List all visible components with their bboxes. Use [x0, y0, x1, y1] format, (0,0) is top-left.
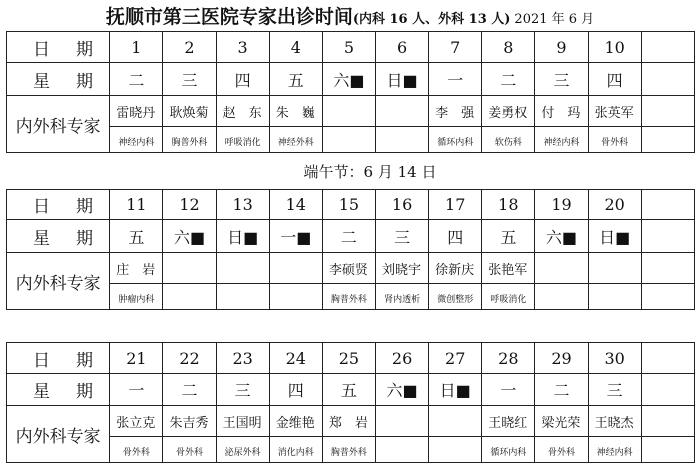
weekday: 六■: [535, 220, 588, 253]
day-number: 10: [588, 32, 641, 63]
empty-cell: [641, 96, 694, 127]
day-number: 8: [482, 32, 535, 63]
empty-cell: [641, 374, 694, 406]
weekday: 三: [535, 63, 588, 96]
doctor-name: 梁光荣: [541, 415, 581, 431]
doctor-name: 耿焕菊: [169, 105, 209, 121]
day-number: 22: [163, 343, 216, 374]
weekday: 二: [322, 220, 375, 253]
holiday-note: 端午节：6 月 14 日: [303, 163, 437, 181]
department: 泌尿外科: [224, 448, 261, 458]
day-number: 15: [322, 190, 375, 220]
weekday: 一: [429, 63, 482, 96]
week-table-3: [6, 342, 695, 463]
department: 微创整形: [437, 295, 474, 305]
doctor-name: 姜勇权: [488, 105, 528, 121]
department: 软伤科: [494, 138, 522, 148]
weekday: 三: [216, 374, 269, 406]
doctor-name: 朱 巍: [275, 105, 315, 121]
day-number: 17: [429, 190, 482, 220]
doctor-name: 付 玛: [541, 105, 581, 121]
day-number: 6: [376, 32, 429, 63]
weekday: 一■: [269, 220, 322, 253]
date-row-label: 日期: [7, 190, 110, 220]
empty-cell: [641, 220, 694, 253]
doctor-name: 刘晓宇: [382, 262, 422, 278]
day-number: 1: [110, 32, 163, 63]
department: 呼吸消化: [490, 295, 527, 305]
weekday: 二: [163, 374, 216, 406]
department: 神经内科: [118, 138, 155, 148]
empty-cell: [641, 437, 694, 463]
title-subtitle: (内科 16 人、外科 13 人): [352, 12, 511, 27]
weekday: 日■: [376, 63, 429, 96]
weekday: 日■: [429, 374, 482, 406]
day-number: 21: [110, 343, 163, 374]
doctor-name: 王晓杰: [594, 415, 634, 431]
day-number: 3: [216, 32, 269, 63]
department: 消化内科: [277, 448, 314, 458]
department: 骨外科: [547, 448, 575, 458]
weekday: 六■: [322, 63, 375, 96]
doctor-name: 李硕贤: [328, 262, 368, 278]
department: 骨外科: [122, 448, 150, 458]
weekday: 六■: [163, 220, 216, 253]
weekday: 二: [482, 63, 535, 96]
week-table-2: [6, 189, 695, 310]
day-number: 24: [269, 343, 322, 374]
weekday: 六■: [376, 374, 429, 406]
weekday: 五: [269, 63, 322, 96]
day-number: 30: [588, 343, 641, 374]
date-row-label: 日期: [7, 343, 110, 374]
doctor-name: 张艳军: [488, 262, 528, 278]
week-table-1: [6, 31, 695, 153]
weekday-row-label: 星期: [7, 220, 110, 253]
weekday: 一: [482, 374, 535, 406]
weekday: 二: [535, 374, 588, 406]
day-number: 19: [535, 190, 588, 220]
day-number: 20: [588, 190, 641, 220]
day-number: 23: [216, 343, 269, 374]
department: 神经内科: [596, 448, 633, 458]
empty-cell: [641, 63, 694, 96]
date-row-label: 日期: [7, 32, 110, 63]
department: 骨外科: [176, 448, 204, 458]
schedule-title: [0, 2, 700, 30]
doctor-name: 赵 东: [222, 105, 262, 121]
weekday: 四: [588, 63, 641, 96]
expert-row-label: 内外科专家: [7, 96, 110, 153]
weekday: 日■: [588, 220, 641, 253]
expert-row-label: 内外科专家: [7, 253, 110, 310]
empty-cell: [641, 343, 694, 374]
empty-cell: [641, 253, 694, 284]
doctor-name: 郑 岩: [328, 415, 368, 431]
doctor-name: 李 强: [435, 105, 475, 121]
department: 循环内科: [490, 448, 527, 458]
department: 胸普外科: [330, 295, 367, 305]
department: 胸普外科: [330, 448, 367, 458]
department: 肿瘤内科: [118, 295, 155, 305]
day-number: 11: [110, 190, 163, 220]
department: 骨外科: [601, 138, 629, 148]
day-number: 12: [163, 190, 216, 220]
empty-cell: [641, 32, 694, 63]
day-number: 29: [535, 343, 588, 374]
weekday: 二: [110, 63, 163, 96]
expert-row-label: 内外科专家: [7, 406, 110, 463]
day-number: 5: [322, 32, 375, 63]
title-main: 抚顺市第三医院专家出诊时间: [105, 6, 353, 28]
day-number: 14: [269, 190, 322, 220]
doctor-name: 王晓红: [488, 415, 528, 431]
day-number: 28: [482, 343, 535, 374]
day-number: 25: [322, 343, 375, 374]
weekday: 四: [429, 220, 482, 253]
doctor-name: 雷晓丹: [116, 105, 156, 121]
empty-cell: [641, 127, 694, 153]
doctor-name: 朱吉秀: [169, 415, 209, 431]
department: 胸普外科: [171, 138, 208, 148]
department: 肾内透析: [384, 295, 421, 305]
doctor-name: 庄 岩: [116, 262, 156, 278]
weekday: 五: [322, 374, 375, 406]
weekday: 五: [482, 220, 535, 253]
doctor-name: 王国明: [222, 415, 262, 431]
doctor-name: 金维艳: [275, 415, 315, 431]
day-number: 16: [376, 190, 429, 220]
doctor-name: 徐新庆: [435, 262, 475, 278]
department: 呼吸消化: [224, 138, 261, 148]
weekday: 日■: [216, 220, 269, 253]
weekday: 四: [269, 374, 322, 406]
empty-cell: [641, 406, 694, 437]
department: 神经内科: [543, 138, 580, 148]
weekday-row-label: 星期: [7, 63, 110, 96]
day-number: 18: [482, 190, 535, 220]
weekday: 三: [376, 220, 429, 253]
weekday: 三: [588, 374, 641, 406]
department: 神经外科: [277, 138, 314, 148]
day-number: 9: [535, 32, 588, 63]
day-number: 2: [163, 32, 216, 63]
day-number: 7: [429, 32, 482, 63]
doctor-name: 张英军: [594, 105, 634, 121]
weekday-row-label: 星期: [7, 374, 110, 406]
department: 循环内科: [437, 138, 474, 148]
day-number: 27: [429, 343, 482, 374]
weekday: 五: [110, 220, 163, 253]
weekday: 一: [110, 374, 163, 406]
empty-cell: [641, 190, 694, 220]
title-date: 2021 年 6 月: [514, 12, 595, 27]
empty-cell: [641, 284, 694, 310]
day-number: 4: [269, 32, 322, 63]
weekday: 三: [163, 63, 216, 96]
weekday: 四: [216, 63, 269, 96]
day-number: 13: [216, 190, 269, 220]
doctor-name: 张立克: [116, 415, 156, 431]
day-number: 26: [376, 343, 429, 374]
